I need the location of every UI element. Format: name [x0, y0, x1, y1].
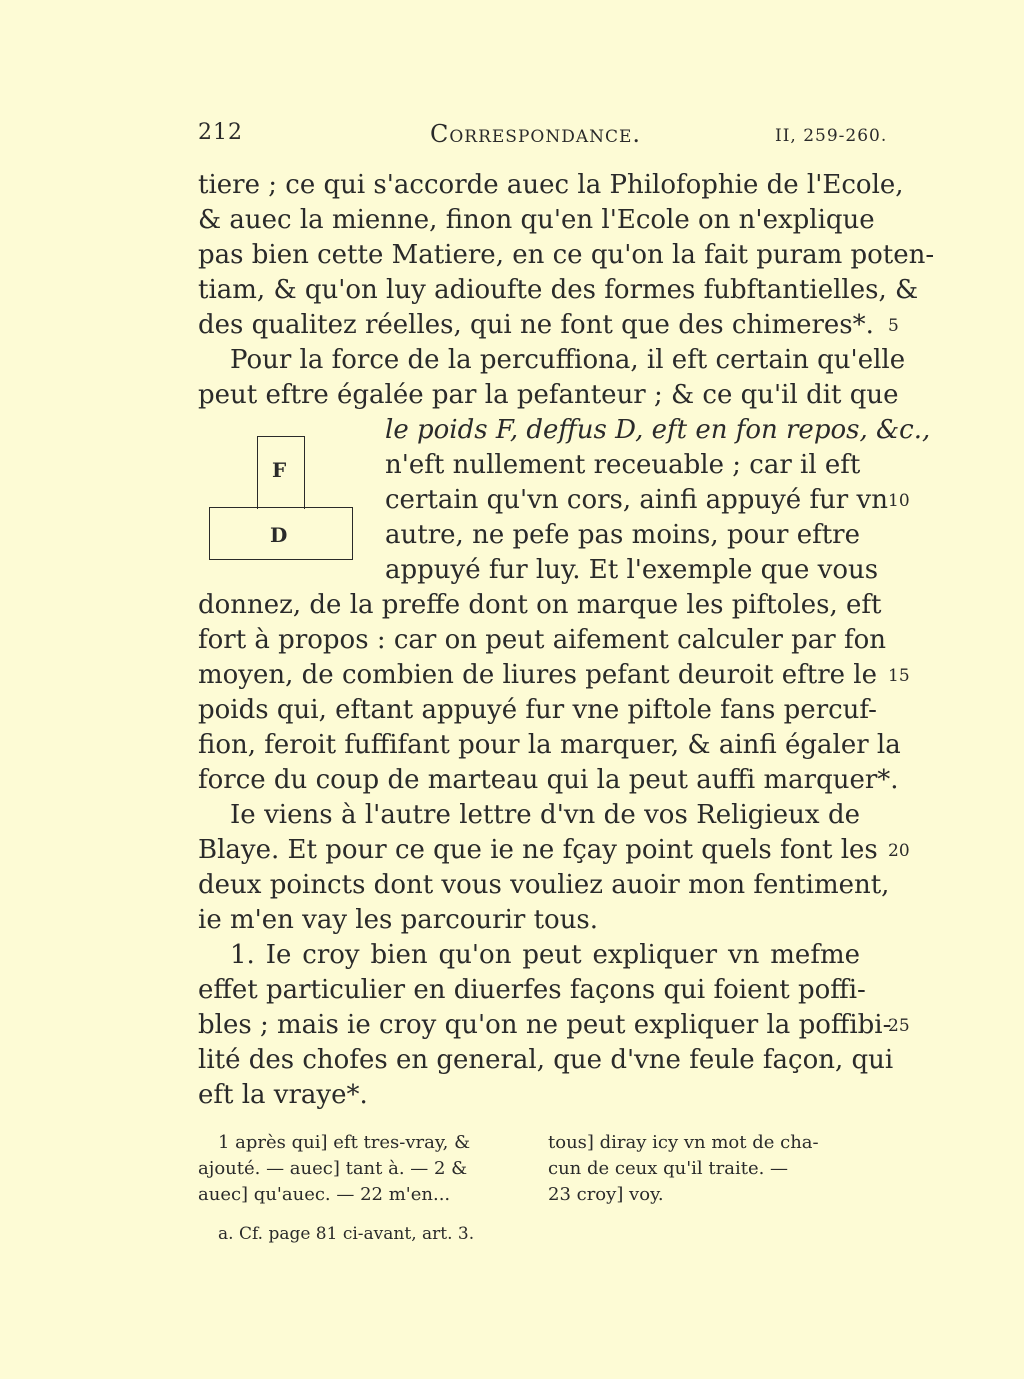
- figure-label-D: D: [270, 523, 288, 547]
- page-number: 212: [198, 120, 243, 145]
- text-line: tiam, & qu'on luy adioufte des formes fubftantielles, &: [198, 275, 919, 305]
- text-line: force du coup de marteau qui la peut auffi marquer*.: [198, 765, 899, 795]
- line-number: 10: [888, 491, 910, 511]
- line-number: 5: [888, 316, 899, 336]
- variant-note: 1 après qui] eft tres-vray, &: [218, 1132, 471, 1153]
- figure-label-F: F: [272, 458, 287, 482]
- running-title: Correspondance.: [430, 120, 642, 148]
- text-line: fion, feroit fuffifant pour la marquer, & ainfi égaler la: [198, 730, 901, 760]
- variant-note: cun de ceux qu'il traite. —: [548, 1158, 789, 1179]
- text-line: Ie viens à l'autre lettre d'vn de vos Religieux de: [230, 800, 860, 830]
- text-line: fort à propos : car on peut aifement calculer par fon: [198, 625, 887, 655]
- edition-reference: II, 259-260.: [775, 126, 888, 146]
- text-line: appuyé fur luy. Et l'exemple que vous: [385, 555, 879, 585]
- text-line: deux poincts dont vous vouliez auoir mon fentiment,: [198, 870, 890, 900]
- variant-note: tous] diray icy vn mot de cha-: [548, 1132, 819, 1153]
- text-line: Pour la force de la percuffiona, il eft certain qu'elle: [230, 345, 906, 375]
- variant-note: ajouté. — auec] tant à. — 2 &: [198, 1158, 468, 1179]
- text-line: eft la vraye*.: [198, 1080, 368, 1110]
- text-line: ie m'en vay les parcourir tous.: [198, 905, 599, 935]
- text-line: & auec la mienne, finon qu'en l'Ecole on n'explique: [198, 205, 875, 235]
- text-line: poids qui, eftant appuyé fur vne piftole fans percuf-: [198, 695, 877, 725]
- text-line: moyen, de combien de liures pefant deuroit eftre le: [198, 660, 878, 690]
- text-line: autre, ne pefe pas moins, pour eftre: [385, 520, 860, 550]
- line-number: 25: [888, 1016, 910, 1036]
- text-line: pas bien cette Matiere, en ce qu'on la fait puram poten-: [198, 240, 935, 270]
- text-line: certain qu'vn cors, ainfi appuyé fur vn: [385, 485, 888, 515]
- footnote: a. Cf. page 81 ci-avant, art. 3.: [218, 1224, 475, 1244]
- variant-note: auec] qu'auec. — 22 m'en...: [198, 1184, 451, 1205]
- line-number: 20: [888, 841, 910, 861]
- text-line: bles ; mais ie croy qu'on ne peut expliquer la poffibi-: [198, 1010, 892, 1040]
- text-line: effet particulier en diuerfes façons qui foient poffi-: [198, 975, 866, 1005]
- text-line: des qualitez réelles, qui ne font que des chimeres*.: [198, 310, 874, 340]
- text-line: peut eftre égalée par la pefanteur ; & ce qu'il dit que: [198, 380, 899, 410]
- text-line: lité des chofes en general, que d'vne feule façon, qui: [198, 1045, 894, 1075]
- text-line: Blaye. Et pour ce que ie ne fçay point quels font les: [198, 835, 878, 865]
- text-line: donnez, de la preffe dont on marque les piftoles, eft: [198, 590, 882, 620]
- text-line: tiere ; ce qui s'accorde auec la Philofophie de l'Ecole,: [198, 170, 904, 200]
- text-line: n'eft nullement receuable ; car il eft: [385, 450, 861, 480]
- line-number: 15: [888, 666, 910, 686]
- text-line: le poids F, deffus D, eft en fon repos, &c.,: [385, 415, 931, 445]
- variant-note: 23 croy] voy.: [548, 1184, 664, 1205]
- text-line: 1. Ie croy bien qu'on peut expliquer vn mefme: [230, 940, 860, 970]
